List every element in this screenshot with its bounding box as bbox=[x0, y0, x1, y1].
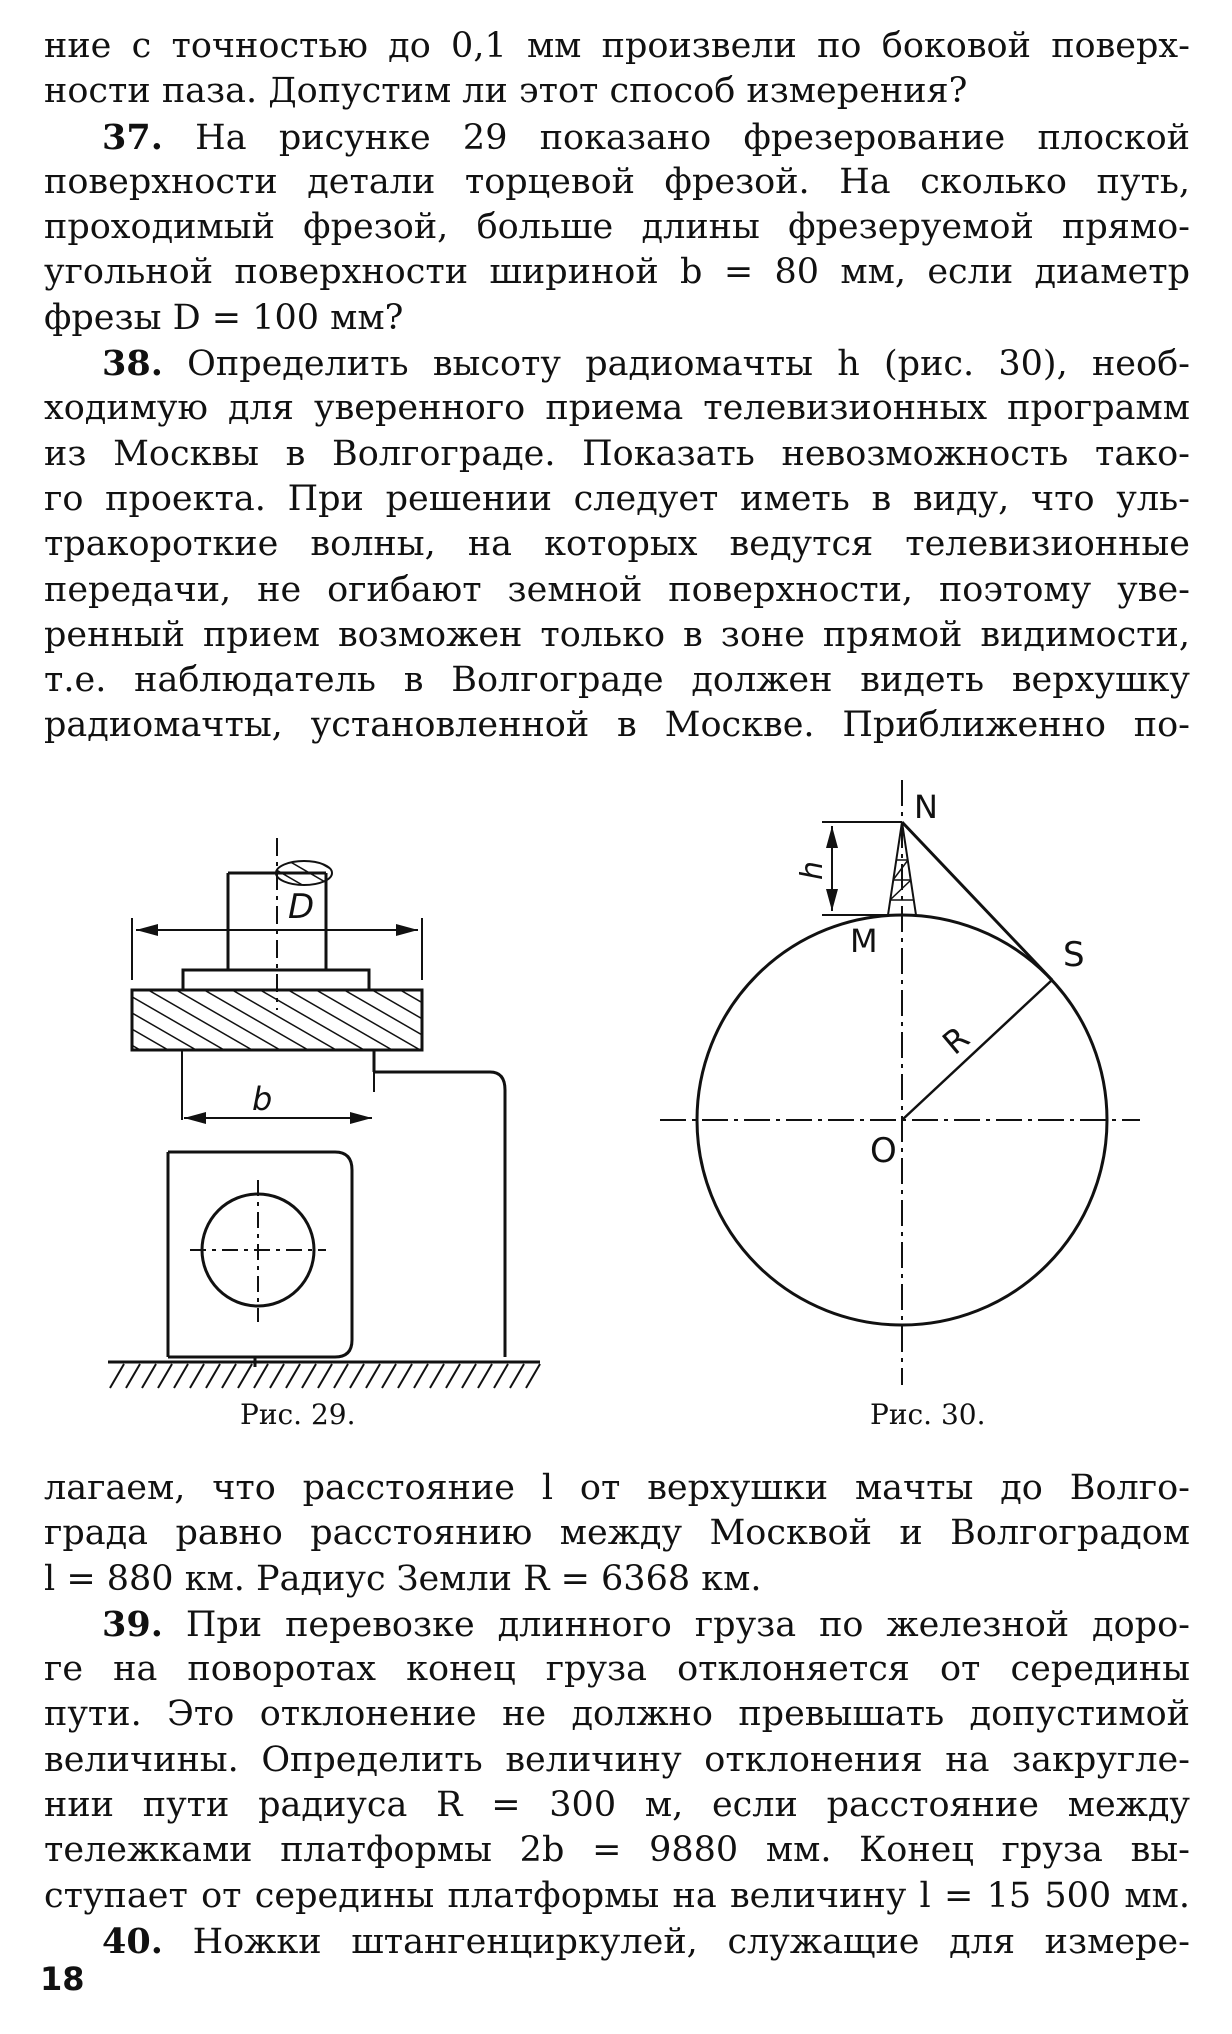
figures bbox=[0, 778, 1232, 1468]
text-line: го проекта. При решении следует иметь в виду, что уль- bbox=[44, 478, 1190, 519]
text-line: фрезы D = 100 мм? bbox=[44, 297, 404, 338]
label-O: O bbox=[870, 1131, 897, 1171]
figure-29-caption: Рис. 29. bbox=[240, 1398, 356, 1431]
text-line: т.е. наблюдатель в Волгограде должен видеть верхушку bbox=[44, 660, 1190, 701]
text-line: Определить высоту радиомачты h (рис. 30), необ- bbox=[187, 344, 1190, 385]
text-line: величины. Определить величину отклонения на закругле- bbox=[44, 1739, 1190, 1780]
text-line: передачи, не огибают земной поверхности, поэтому уве- bbox=[44, 569, 1190, 610]
figure-29-drawing bbox=[108, 838, 540, 1388]
text-line: угольной поверхности шириной b = 80 мм, если диаметр bbox=[44, 252, 1190, 293]
label-R: R bbox=[935, 1018, 977, 1063]
label-b: b bbox=[252, 1080, 273, 1118]
text-line: l = 880 км. Радиус Земли R = 6368 км. bbox=[44, 1558, 762, 1599]
problem-number: 38. bbox=[102, 343, 163, 385]
problem-number: 37. bbox=[102, 116, 163, 158]
problem-37-line bbox=[44, 115, 1190, 160]
text-line: ренный прием возможен только в зоне прямой видимости, bbox=[44, 614, 1190, 655]
text-line: На рисунке 29 показано фрезерование плоской bbox=[195, 117, 1190, 158]
figure-30-caption: Рис. 30. bbox=[870, 1398, 986, 1431]
problem-38-line bbox=[44, 341, 1190, 386]
problem-number: 40. bbox=[102, 1920, 163, 1962]
text-line: нии пути радиуса R = 300 м, если расстояние между bbox=[44, 1785, 1190, 1826]
text-line: радиомачты, установленной в Москве. Приближенно по- bbox=[44, 705, 1190, 746]
text-line: повеpхности детали торцевой фрезой. На сколько путь, bbox=[44, 161, 1190, 202]
figure-30-drawing bbox=[660, 780, 1140, 1385]
text-line: града равно расстоянию между Москвой и Волгоградом bbox=[44, 1513, 1190, 1554]
problem-39-line bbox=[44, 1602, 1190, 1647]
text-line: ние с точностью до 0,1 мм произвели по боковой поверх- bbox=[44, 26, 1190, 66]
text-line: Ножки штангенциркулей, служащие для измере- bbox=[192, 1921, 1190, 1962]
text-line: ходимую для уверенного приема телевизионных программ bbox=[44, 388, 1190, 429]
text-line: тракороткие волны, на которых ведутся телевизионные bbox=[44, 524, 1190, 565]
label-M: M bbox=[850, 922, 878, 960]
text-line: ступает от середины платформы на величину l = 15 500 мм. bbox=[44, 1875, 1190, 1916]
label-S: S bbox=[1063, 935, 1085, 975]
text-bottom bbox=[44, 1466, 1190, 1964]
text-line: При перевозке длинного груза по железной доро- bbox=[185, 1604, 1190, 1645]
text-line: из Москвы в Волгограде. Показать невозможность тако- bbox=[44, 433, 1190, 474]
label-h: h bbox=[795, 860, 830, 880]
page-number: 18 bbox=[40, 1960, 85, 1998]
text-top bbox=[44, 24, 1190, 749]
label-D: D bbox=[288, 887, 315, 927]
text-line: тележками платформы 2b = 9880 мм. Конец груза вы- bbox=[44, 1830, 1190, 1871]
label-N: N bbox=[914, 788, 938, 826]
text-line: ности паза. Допустим ли этот способ измерения? bbox=[44, 71, 968, 112]
text-line: пути. Это отклонение не должно превышать допустимой bbox=[44, 1694, 1190, 1735]
problem-number: 39. bbox=[102, 1603, 163, 1645]
problem-40-line bbox=[44, 1919, 1190, 1964]
text-line: ге на поворотах конец груза отклоняется от середины bbox=[44, 1649, 1190, 1690]
text-line: лагаем, что расстояние l от верхушки мачты до Волго- bbox=[44, 1468, 1190, 1508]
text-line: проходимый фрезой, больше длины фрезеруемой прямо- bbox=[44, 207, 1190, 248]
